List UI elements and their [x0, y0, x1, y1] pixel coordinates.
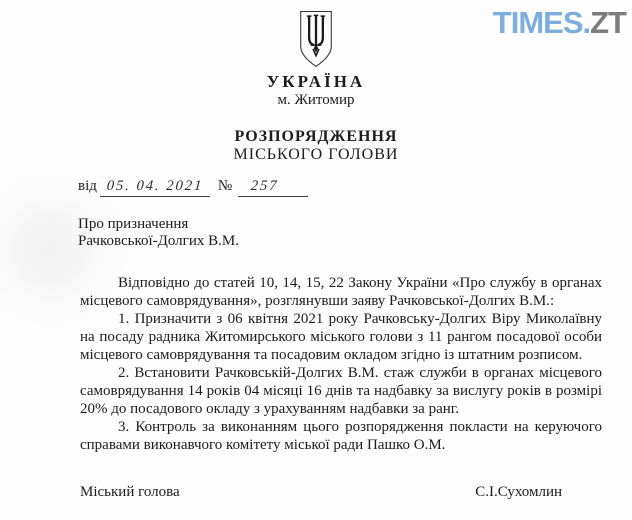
subject-block [78, 216, 632, 250]
document-title-block [0, 128, 632, 163]
document-body [80, 274, 602, 454]
ukraine-trident-icon [293, 10, 339, 68]
watermark-zt: ZT [590, 5, 626, 40]
signature-block [80, 484, 602, 501]
order-item-3: 3. Контроль за виконанням цього розпорядження покласти на керуючого справами виконавчого комітету міської ради Пашко О.М. [80, 419, 602, 453]
from-label: від [78, 178, 97, 194]
intro-paragraph: Відповідно до статей 10, 14, 15, 22 Закону України «Про службу в органах місцевого самоврядування», розглянувши заяву Рачковської-Долгих В.М.: [80, 275, 602, 309]
city-name: м. Житомир [277, 92, 355, 108]
handwritten-number: 257 [238, 178, 309, 197]
date-number-line [78, 178, 632, 197]
order-item-1: 1. Призначити з 06 квітня 2021 року Рачковську-Долгих Віру Миколаївну на посаду радника Житомирського міського голови з 11 рангом посадової особи місцевого самоврядування та посадовим окладом згідно із штатним розписом. [80, 311, 602, 363]
order-item-2: 2. Встановити Рачковській-Долгих В.М. стаж служби в органах місцевого самоврядування 14 років 04 місяці 16 днів та надбавку за вислугу років в розмірі 20% до посадового окладу з урахуванням надбавки за ранг. [80, 365, 602, 417]
subject-line-1: Про призначення [78, 216, 189, 232]
signature-position: Міський голова [80, 484, 180, 500]
number-sign: № [217, 178, 233, 194]
signature-name: С.І.Сухомлин [475, 484, 562, 500]
watermark-dot: . [582, 5, 591, 40]
document-title: РОЗПОРЯДЖЕННЯ [234, 128, 398, 145]
handwritten-date: 05. 04. 2021 [100, 178, 211, 197]
watermark-times: TIMES [492, 5, 583, 40]
times-zt-watermark [493, 6, 626, 40]
document-subtitle: МІСЬКОГО ГОЛОВИ [233, 146, 399, 163]
subject-line-2: Рачковської-Долгих В.М. [78, 233, 239, 249]
country-name: УКРАЇНА [266, 72, 366, 91]
